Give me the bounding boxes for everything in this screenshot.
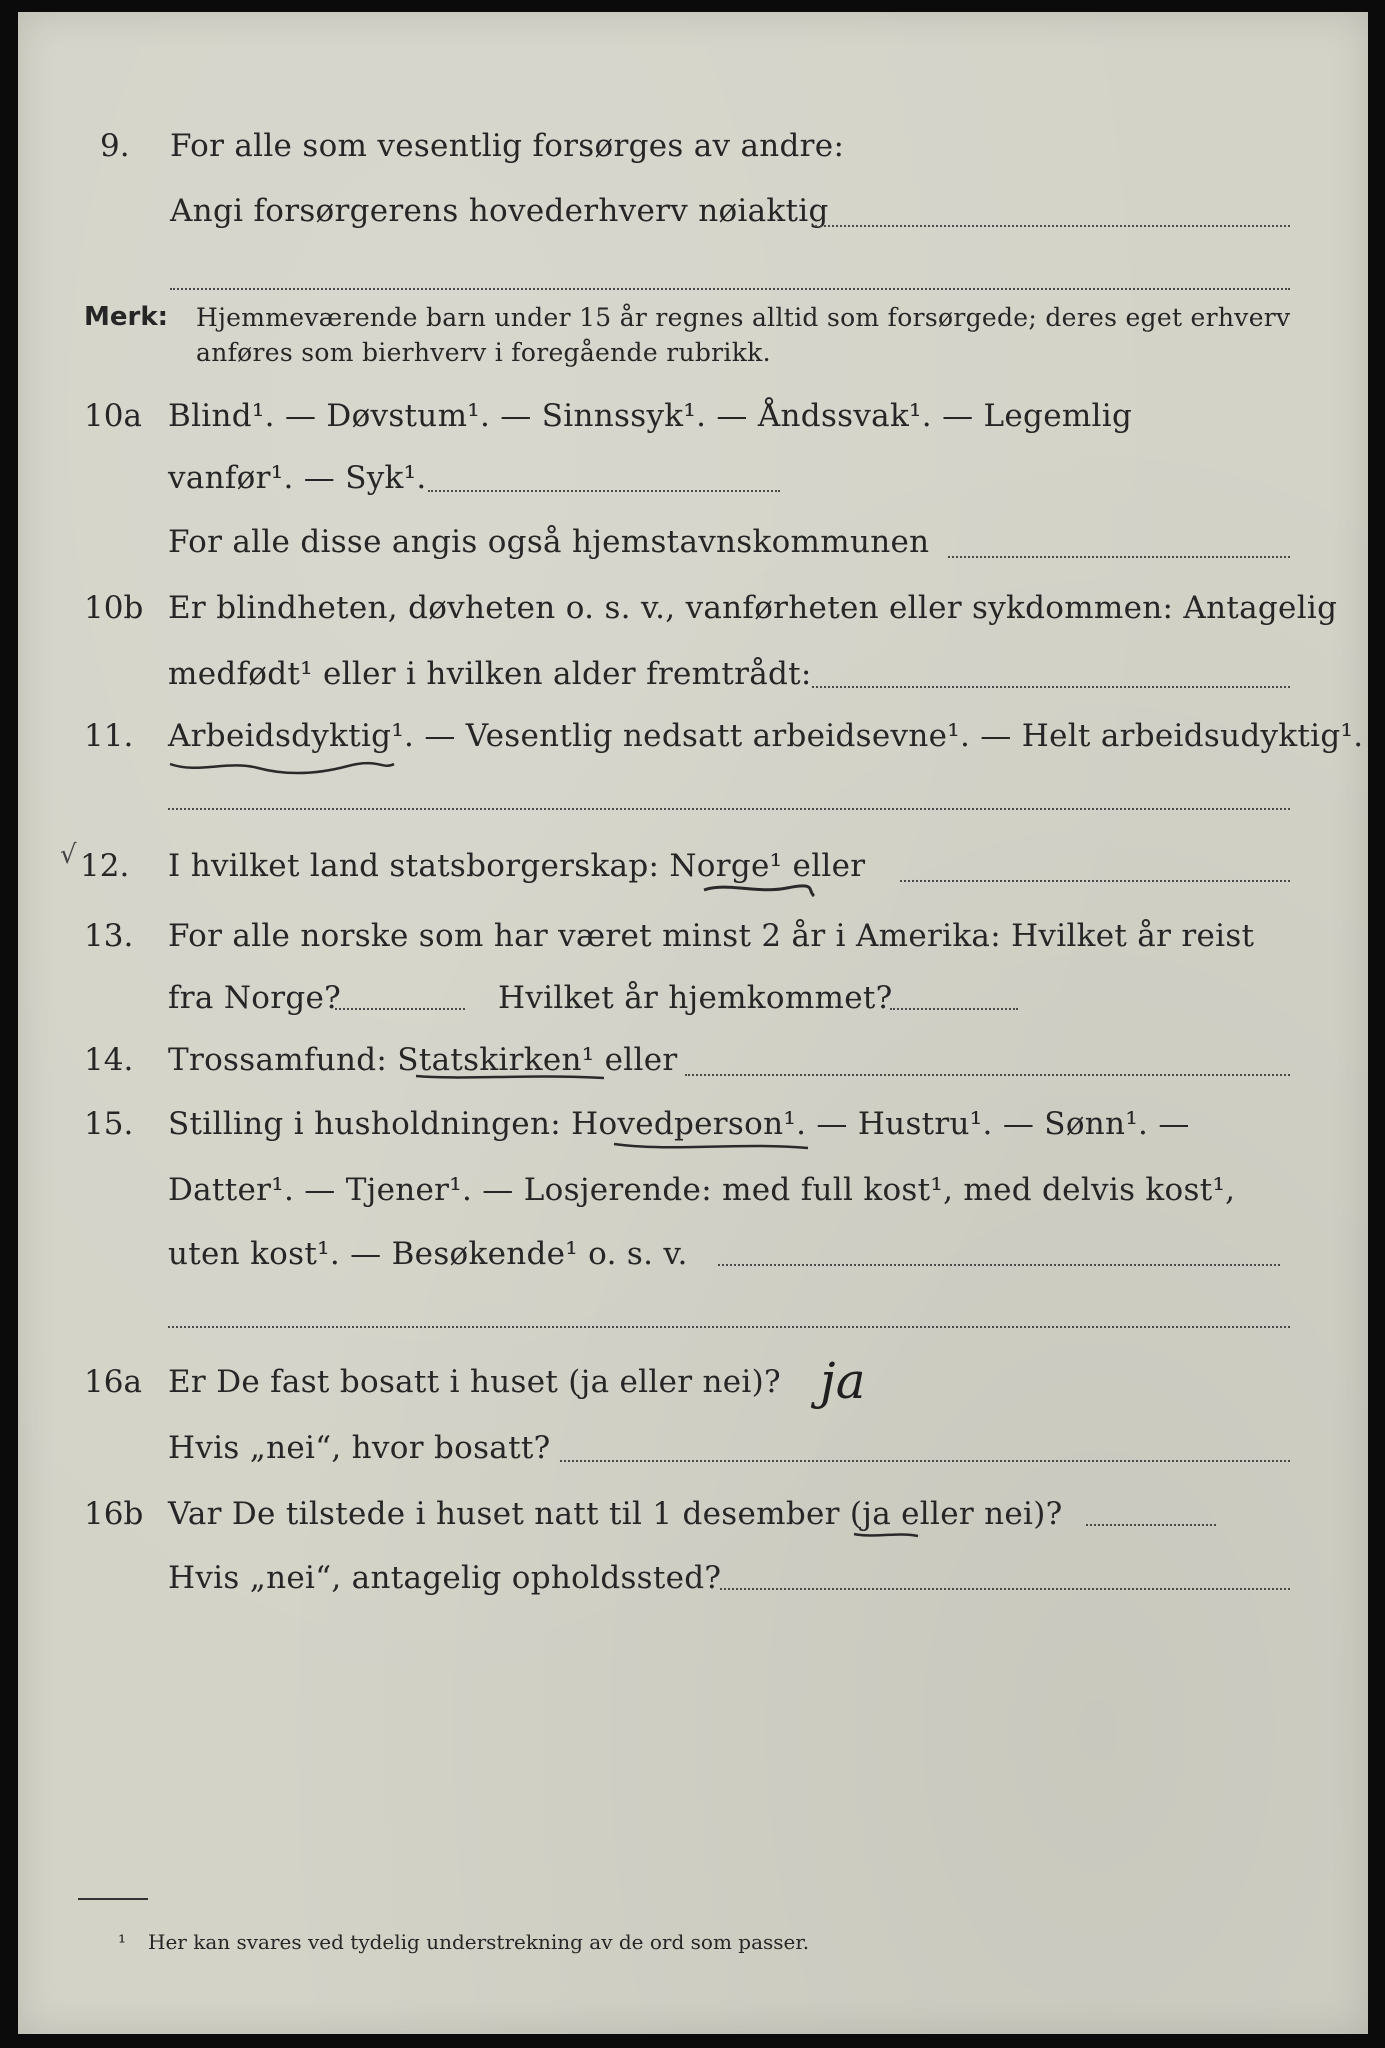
- item-11-number: 11.: [84, 718, 134, 754]
- item-15-line-2: Datter¹. — Tjener¹. — Losjerende: med full kost¹, med delvis kost¹,: [168, 1172, 1236, 1208]
- item-13-hjemkommet-line[interactable]: [890, 1008, 1018, 1010]
- merk-label: Merk:: [84, 302, 169, 332]
- item-10b-number: 10b: [84, 590, 144, 626]
- item-15-answer-line-2[interactable]: [168, 1326, 1290, 1328]
- item-16a-line-1: Er De fast bosatt i huset (ja eller nei)?: [168, 1364, 781, 1400]
- item-9-answer-line[interactable]: [815, 225, 1290, 227]
- statskirken-underline-mark: [414, 1070, 614, 1086]
- item-13-line-1: For alle norske som har været minst 2 år i Amerika: Hvilket år reist: [168, 918, 1255, 954]
- item-10b-line-2: medfødt¹ eller i hvilken alder fremtrådt:: [168, 656, 812, 692]
- hovedperson-underline-mark: [612, 1138, 812, 1156]
- footnote-marker: ¹: [118, 1930, 127, 1954]
- item-15-line-3: uten kost¹. — Besøkende¹ o. s. v.: [168, 1236, 688, 1272]
- item-10b-line-1: Er blindheten, døvheten o. s. v., vanførheten eller sykdommen: Antagelig: [168, 590, 1338, 626]
- item-13-number: 13.: [84, 918, 134, 954]
- item-15-line-1: Stilling i husholdningen: Hovedperson¹. — Hustru¹. — Sønn¹. —: [168, 1106, 1190, 1142]
- item-9-line-1: For alle som vesentlig forsørges av andre:: [170, 128, 845, 164]
- item-16b-opholdssted-line[interactable]: [720, 1588, 1290, 1590]
- item-13-reist-line[interactable]: [335, 1008, 465, 1010]
- item-9-line-2: Angi forsørgerens hovederhverv nøiaktig: [170, 193, 829, 229]
- item-11-answer-line[interactable]: [168, 808, 1290, 810]
- item-16b-answer-line[interactable]: [1086, 1524, 1216, 1526]
- item-15-answer-line[interactable]: [718, 1264, 1280, 1266]
- item-16a-answer-line[interactable]: [560, 1460, 1290, 1462]
- item-12-line-1: I hvilket land statsborgerskap: Norge¹ eller: [168, 848, 866, 884]
- item-16a-handwritten-answer: ja: [820, 1352, 866, 1410]
- item-10b-answer-line[interactable]: [812, 686, 1290, 688]
- item-16a-number: 16a: [84, 1364, 142, 1400]
- item-16b-line-1: Var De tilstede i huset natt til 1 desember (ja eller nei)?: [168, 1496, 1063, 1532]
- item-15-number: 15.: [84, 1106, 134, 1142]
- item-12-answer-line[interactable]: [900, 880, 1290, 882]
- item-12-number: 12.: [80, 848, 130, 884]
- ja-underline-mark: [852, 1528, 922, 1544]
- item-14-number: 14.: [84, 1042, 134, 1078]
- item-10a-answer-line[interactable]: [428, 490, 780, 492]
- item-16b-number: 16b: [84, 1496, 144, 1532]
- item-16b-line-2: Hvis „nei“, antagelig opholdssted?: [168, 1560, 722, 1596]
- item-13-line-3: Hvilket år hjemkommet?: [498, 980, 893, 1016]
- margin-check-mark: √: [60, 840, 77, 870]
- item-14-line-1: Trossamfund: Statskirken¹ eller: [168, 1042, 678, 1078]
- merk-line-2: anføres som bierhverv i foregående rubrikk.: [196, 338, 771, 367]
- item-9-answer-line-2[interactable]: [170, 288, 1290, 290]
- item-11-line-1: Arbeidsdyktig¹. — Vesentlig nedsatt arbeidsevne¹. — Helt arbeidsudyktig¹.: [168, 718, 1364, 754]
- item-10a-line-1: Blind¹. — Døvstum¹. — Sinnssyk¹. — Åndssvak¹. — Legemlig: [168, 398, 1133, 434]
- item-13-line-2: fra Norge?: [168, 980, 342, 1016]
- item-10a-line-2: vanfør¹. — Syk¹.: [168, 460, 427, 496]
- item-14-answer-line[interactable]: [685, 1074, 1290, 1076]
- footnote-text: Her kan svares ved tydelig understrekning av de ord som passer.: [148, 1930, 810, 1954]
- item-9-number: 9.: [100, 128, 130, 164]
- item-16a-line-2: Hvis „nei“, hvor bosatt?: [168, 1430, 551, 1466]
- item-10a-hjemstavn-line[interactable]: [948, 556, 1290, 558]
- item-10a-number: 10a: [84, 398, 142, 434]
- item-10a-line-3: For alle disse angis også hjemstavnskommunen: [168, 524, 930, 560]
- arbeidsdyktig-underline-mark: [168, 756, 398, 776]
- norge-underline-mark: [702, 880, 822, 902]
- footnote-rule: [78, 1898, 148, 1900]
- merk-line-1: Hjemmeværende barn under 15 år regnes alltid som forsørgede; deres eget erhverv: [196, 303, 1291, 332]
